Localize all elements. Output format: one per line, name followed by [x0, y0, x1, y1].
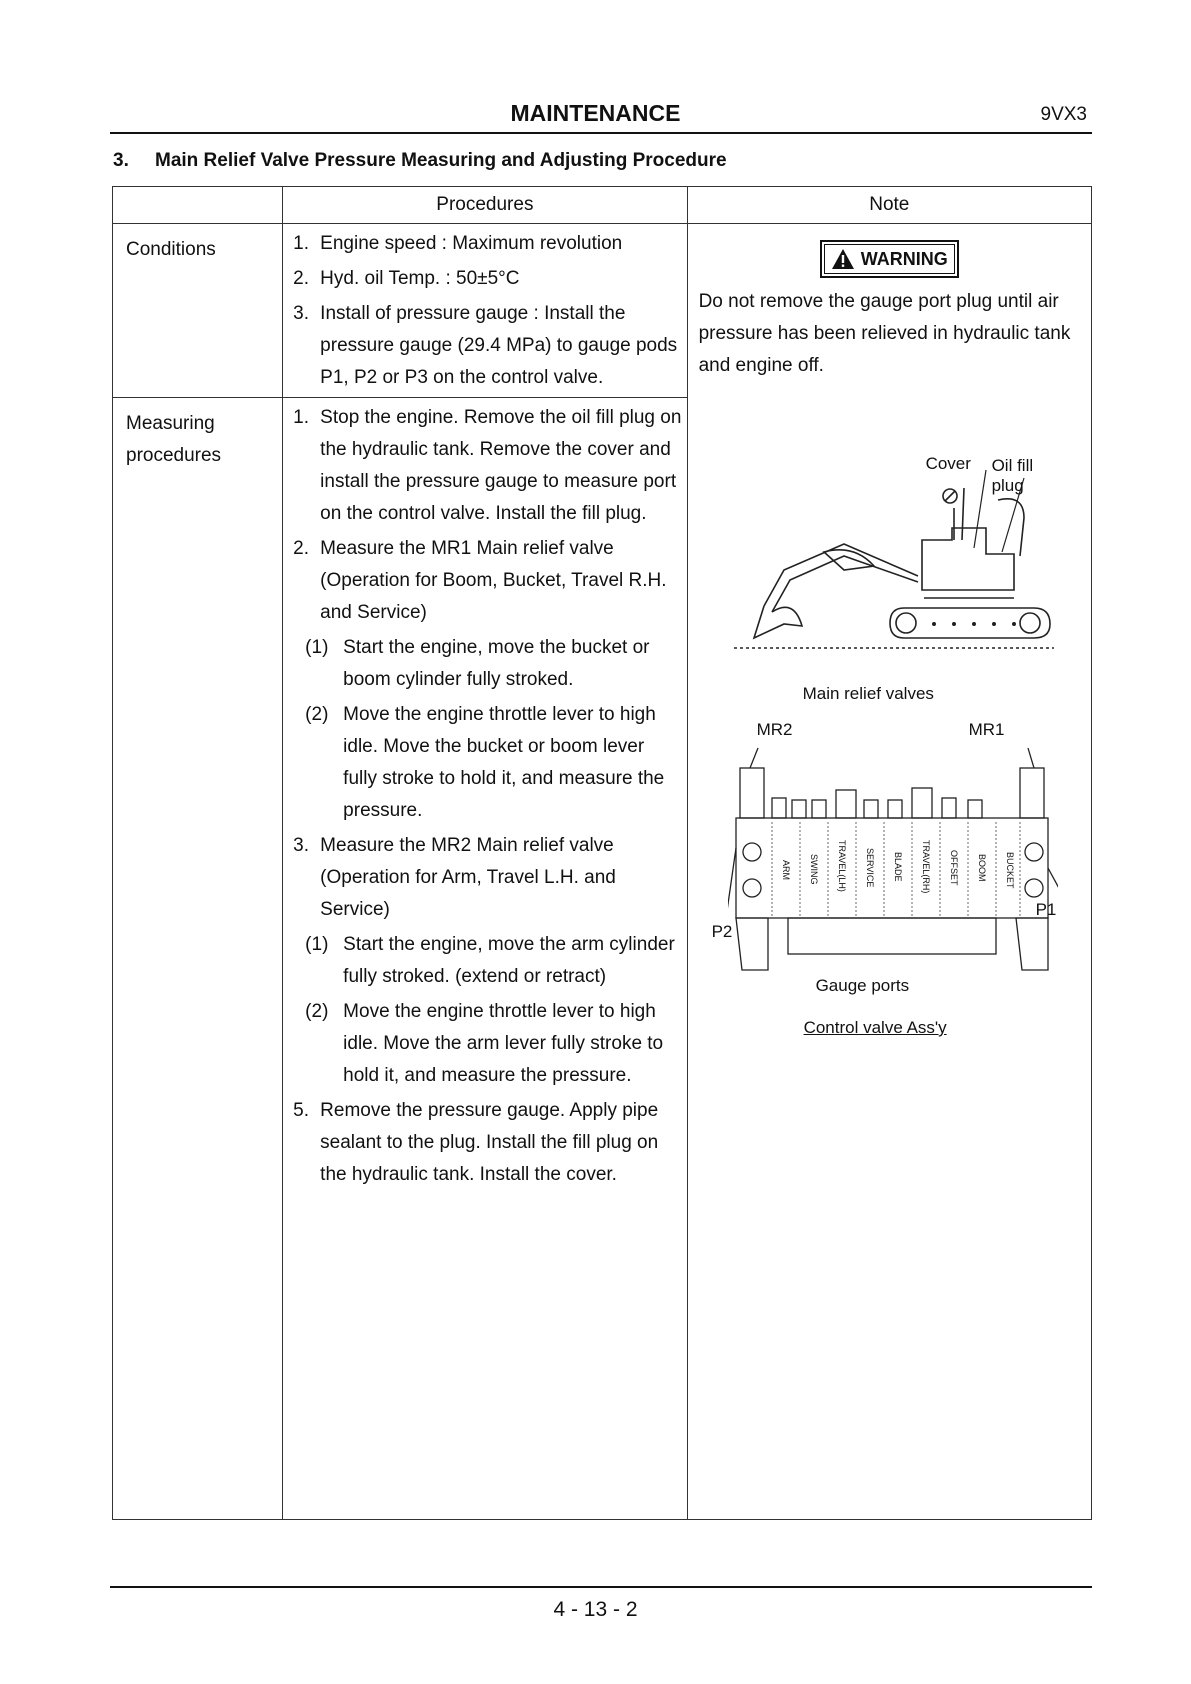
oil-fill-label: Oil fill plug	[991, 456, 1034, 495]
measuring-label: Measuring procedures	[113, 398, 283, 1520]
section-heading	[113, 150, 727, 172]
cover-label: Cover	[925, 454, 971, 473]
gauge-ports-label: Gauge ports	[815, 976, 910, 995]
condition-step: 3. Install of pressure gauge : Install the pressure gauge (29.4 MPa) to gauge pods P1, P2 or P3 on the control valve.	[293, 303, 678, 388]
valve-section-label: SERVICE	[864, 848, 875, 888]
measuring-step: 5. Remove the pressure gauge. Apply pipe sealant to the plug. Install the fill plug on the hydraulic tank. Install the cover.	[293, 1100, 659, 1185]
mr2-label: MR2	[756, 720, 793, 739]
section-title: Main Relief Valve Pressure Measuring and Adjusting Procedure	[155, 150, 727, 171]
header-rule	[110, 132, 1092, 134]
valve-section-label: BUCKET	[1004, 852, 1015, 889]
warning-text: Do not remove the gauge port plug until air pressure has been relieved in hydraulic tank and engine off.	[698, 291, 1071, 376]
valve-section-label: TRAVEL(LH)	[836, 840, 847, 892]
note-cell	[687, 224, 1091, 1520]
p1-label: P1	[1035, 900, 1057, 919]
warning-sign	[820, 240, 959, 278]
model-code: 9VX3	[1040, 104, 1087, 125]
condition-step: 2. Hyd. oil Temp. : 50±5°C	[293, 268, 520, 289]
measuring-steps	[283, 398, 687, 1520]
condition-step: 1. Engine speed : Maximum revolution	[293, 233, 623, 254]
mr1-label: MR1	[968, 720, 1005, 739]
section-number: 3.	[113, 150, 129, 171]
measuring-step: 2. Measure the MR1 Main relief valve (Operation for Boom, Bucket, Travel R.H. and Service)	[293, 538, 667, 623]
header-blank-cell	[113, 187, 283, 224]
measuring-substep: (1) Start the engine, move the bucket or boom cylinder fully stroked.	[305, 637, 650, 690]
valve-section-label: OFFSET	[948, 850, 959, 886]
procedures-column-header: Procedures	[283, 187, 687, 224]
measuring-substep: (1) Start the engine, move the arm cylinder fully stroked. (extend or retract)	[305, 934, 675, 987]
measuring-substep: (2) Move the engine throttle lever to high idle. Move the bucket or boom lever fully stroke to hold it, and measure the pressure.	[305, 704, 665, 821]
main-relief-valves-label: Main relief valves	[802, 684, 934, 703]
valve-section-label: BLADE	[892, 852, 903, 882]
control-valve-diagram	[728, 740, 1058, 1010]
warning-triangle-icon	[831, 248, 855, 270]
valve-section-label: ARM	[780, 860, 791, 880]
conditions-label: Conditions	[113, 224, 283, 398]
note-column-header: Note	[687, 187, 1091, 224]
conditions-steps	[283, 224, 687, 398]
measuring-step: 3. Measure the MR2 Main relief valve (Operation for Arm, Travel L.H. and Service)	[293, 835, 616, 920]
figure-caption: Control valve Ass'y	[803, 1018, 947, 1037]
measuring-step: 1. Stop the engine. Remove the oil fill plug on the hydraulic tank. Remove the cover and install the pressure gauge to measure port on the control valve. Install the fill plug.	[293, 407, 682, 524]
measuring-substep: (2) Move the engine throttle lever to high idle. Move the arm lever fully stroke to hold it, and measure the pressure.	[305, 1001, 664, 1086]
p2-label: P2	[711, 922, 733, 941]
footer-rule	[110, 1586, 1092, 1588]
procedure-table	[112, 186, 1092, 1520]
valve-section-label: TRAVEL(RH)	[920, 840, 931, 894]
page-number: 4 - 13 - 2	[553, 1598, 638, 1621]
page-header-title: MAINTENANCE	[510, 100, 681, 126]
valve-section-label: BOOM	[976, 854, 987, 882]
warning-label: WARNING	[860, 248, 948, 269]
valve-section-label: SWING	[808, 854, 819, 885]
